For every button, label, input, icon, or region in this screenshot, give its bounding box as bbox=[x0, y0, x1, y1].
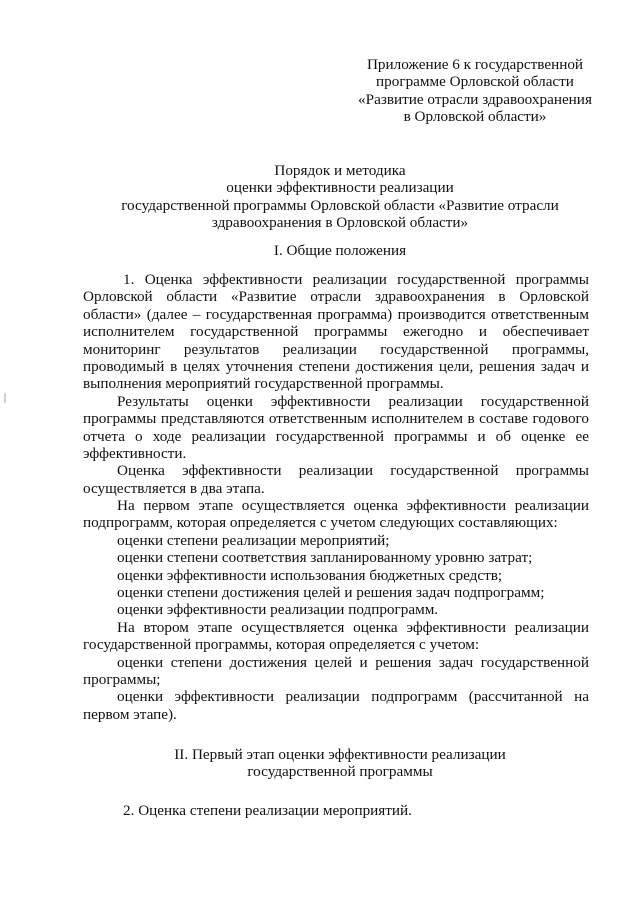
paragraph-line: На первом этапе осуществляется оценка эффективности реализации bbox=[117, 497, 589, 515]
appendix-note bbox=[340, 56, 610, 126]
list-item: оценки степени реализации мероприятий; bbox=[117, 531, 390, 549]
paragraph-line: На втором этапе осуществляется оценка эффективности реализации bbox=[117, 618, 589, 636]
scan-edge-mark bbox=[4, 393, 6, 403]
document-title bbox=[80, 162, 600, 232]
title-line: государственной программы Орловской области «Развитие отрасли bbox=[121, 196, 559, 214]
paragraph-line: эффективности. bbox=[83, 444, 187, 462]
paragraph-line: 1. Оценка эффективности реализации государственной программы bbox=[123, 271, 589, 288]
title-line: Порядок и методика bbox=[274, 162, 406, 179]
paragraph-line: проводимый в целях уточнения степени достижения цели, решения задач и bbox=[83, 357, 589, 375]
section-1-heading bbox=[80, 242, 600, 259]
appendix-line: «Развитие отрасли здравоохранения bbox=[358, 90, 592, 108]
paragraph-line: осуществляется в два этапа. bbox=[83, 479, 265, 497]
list-item: оценки эффективности использования бюджетных средств; bbox=[117, 566, 503, 584]
paragraph-line: программы представляются ответственным исполнителем в составе годового bbox=[83, 410, 589, 428]
title-line: оценки эффективности реализации bbox=[226, 179, 454, 197]
paragraph-line: государственной программы, которая определяется с учетом: bbox=[83, 636, 480, 654]
paragraph-line: исполнителем государственной программы ежегодно и обеспечивает bbox=[83, 323, 589, 341]
section-1-heading-text: I. Общие положения bbox=[273, 242, 407, 259]
section-2-heading bbox=[80, 746, 600, 781]
paragraph-line: подпрограмм, которая определяется с учетом следующих составляющих: bbox=[83, 514, 558, 532]
paragraph-line: Результаты оценки эффективности реализации государственной bbox=[117, 392, 589, 410]
list-item: оценки эффективности реализации подпрограмм (рассчитанной на bbox=[117, 688, 589, 706]
list-item: оценки степени достижения целей и решения задач подпрограмм; bbox=[117, 584, 545, 602]
section-2-heading-line: II. Первый этап оценки эффективности реализации bbox=[174, 746, 506, 763]
paragraph-line: мониторинг результатов реализации государственной программы, bbox=[83, 340, 589, 358]
appendix-line: в Орловской области» bbox=[403, 108, 547, 126]
list-item: оценки степени соответствия запланированному уровню затрат; bbox=[117, 549, 533, 567]
paragraph-line: выполнения мероприятий государственной программы. bbox=[83, 375, 444, 393]
list-item: оценки степени достижения целей и решения задач государственной bbox=[117, 653, 589, 671]
section-2-heading-line: государственной программы bbox=[247, 763, 433, 781]
section-2-point: 2. Оценка степени реализации мероприятий. bbox=[123, 802, 412, 819]
appendix-line: программе Орловской области bbox=[376, 73, 574, 91]
section-1-body bbox=[83, 271, 589, 723]
list-item: оценки эффективности реализации подпрограмм. bbox=[117, 601, 439, 619]
paragraph-line: Орловской области «Развитие отрасли здравоохранения в Орловской bbox=[83, 288, 589, 306]
list-item-continuation: программы; bbox=[83, 670, 161, 688]
title-line: здравоохранения в Орловской области» bbox=[211, 214, 469, 232]
paragraph-line: Оценка эффективности реализации государственной программы bbox=[117, 462, 589, 480]
appendix-line: Приложение 6 к государственной bbox=[366, 56, 584, 73]
paragraph-line: области» (далее – государственная программа) производится ответственным bbox=[83, 305, 589, 323]
list-item-continuation: первом этапе). bbox=[83, 705, 177, 723]
paragraph-line: отчета о ходе реализации государственной программы и об оценке ее bbox=[83, 427, 589, 445]
